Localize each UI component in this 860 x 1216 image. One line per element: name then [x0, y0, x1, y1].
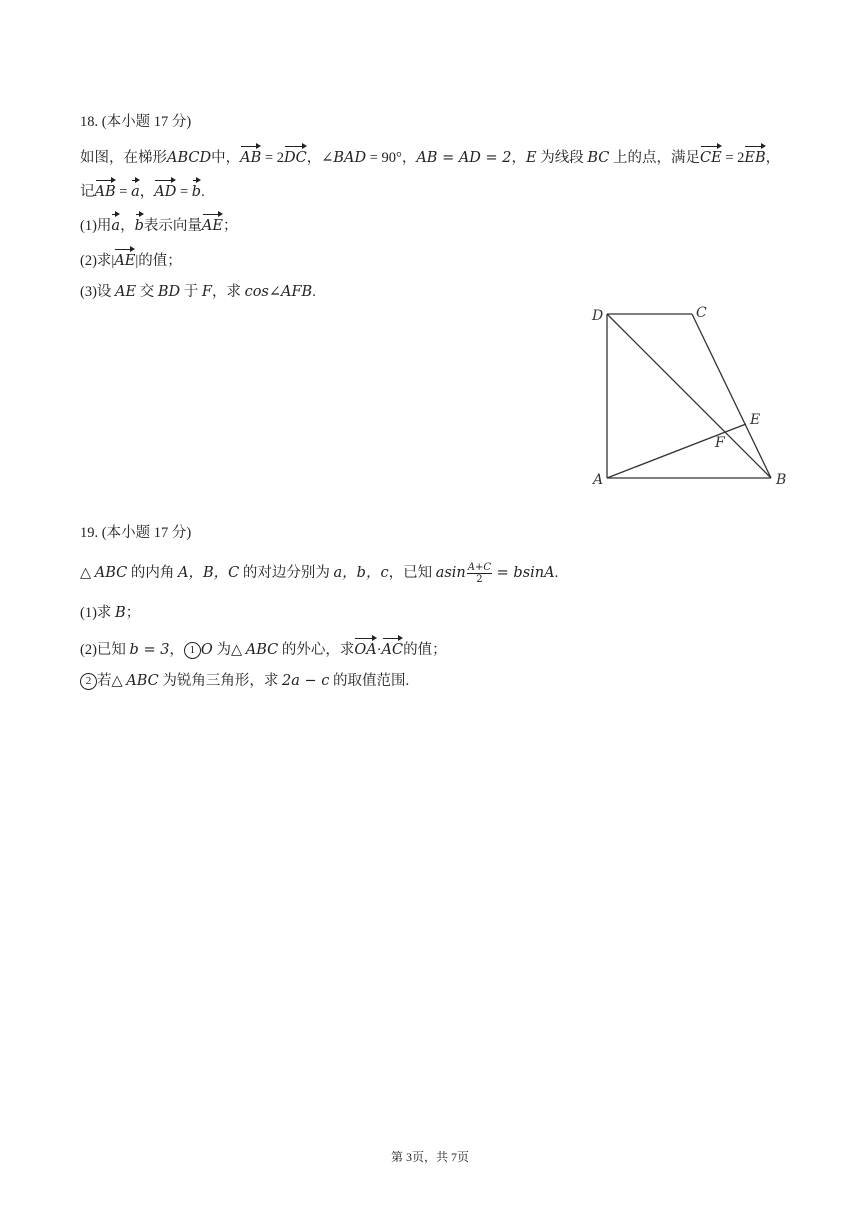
q19-part2: (2)已知 b = 3， 1 O 为△ ABC 的外心，求OA·AC的值； — [80, 637, 447, 660]
circled-number-2: 2 — [80, 673, 97, 690]
vector-ae: AE — [202, 213, 223, 236]
vector-dc: DC — [284, 145, 307, 168]
q18-header: 18. (本小题 17 分) — [80, 114, 192, 130]
vector-ab: AB — [240, 145, 261, 168]
q19-part3: 2 若△ ABC 为锐角三角形，求 2a − c 的取值范围. — [80, 671, 409, 691]
vector-ad: AD — [154, 179, 176, 202]
label-f: F — [715, 435, 725, 451]
q18-part1: (1)用a，b表示向量AE； — [80, 213, 237, 236]
vector-oa: OA — [354, 637, 376, 660]
q18-part3: (3)设 AE 交 BD 于 F，求 cos∠AFB. — [80, 284, 316, 300]
segment-ae — [607, 424, 746, 478]
label-c: C — [696, 305, 707, 321]
trapezoid-figure — [585, 300, 795, 495]
vector-ac: AC — [382, 637, 404, 660]
circled-number-1: 1 — [184, 642, 201, 659]
q19-part1: (1)求 B； — [80, 605, 141, 621]
q19-header: 19. (本小题 17 分) — [80, 525, 192, 541]
segment-cb — [692, 314, 771, 478]
label-d: D — [592, 308, 604, 324]
q18-statement-line2: 记AB = a，AD = b. — [80, 179, 205, 202]
page-footer: 第 3页，共 7页 — [390, 1150, 469, 1164]
label-e: E — [750, 412, 761, 428]
vector-ab: AB — [95, 179, 116, 202]
vector-eb: EB — [744, 145, 765, 168]
vector-a: a — [131, 179, 140, 202]
vector-b: b — [192, 179, 201, 202]
vector-ae: AE — [114, 248, 135, 271]
segment-db — [607, 314, 771, 478]
q18-part2: (2)求|AE|的值； — [80, 248, 182, 271]
q19-statement: △ ABC 的内角 A，B，C 的对边分别为 a，b，c，已知 asin $\frac{A+C}{2}$ = bsinA. — [80, 562, 559, 585]
fraction: $\frac{A+C}{2}$ — [467, 562, 492, 585]
label-b: B — [776, 472, 787, 488]
q18-statement-line1: 如图，在梯形ABCD中，AB = 2DC，∠BAD = 90°，AB = AD = 2，E 为线段 BC 上的点，满足CE = 2EB， — [80, 145, 780, 168]
label-a: A — [593, 472, 604, 488]
vector-ce: CE — [700, 145, 722, 168]
